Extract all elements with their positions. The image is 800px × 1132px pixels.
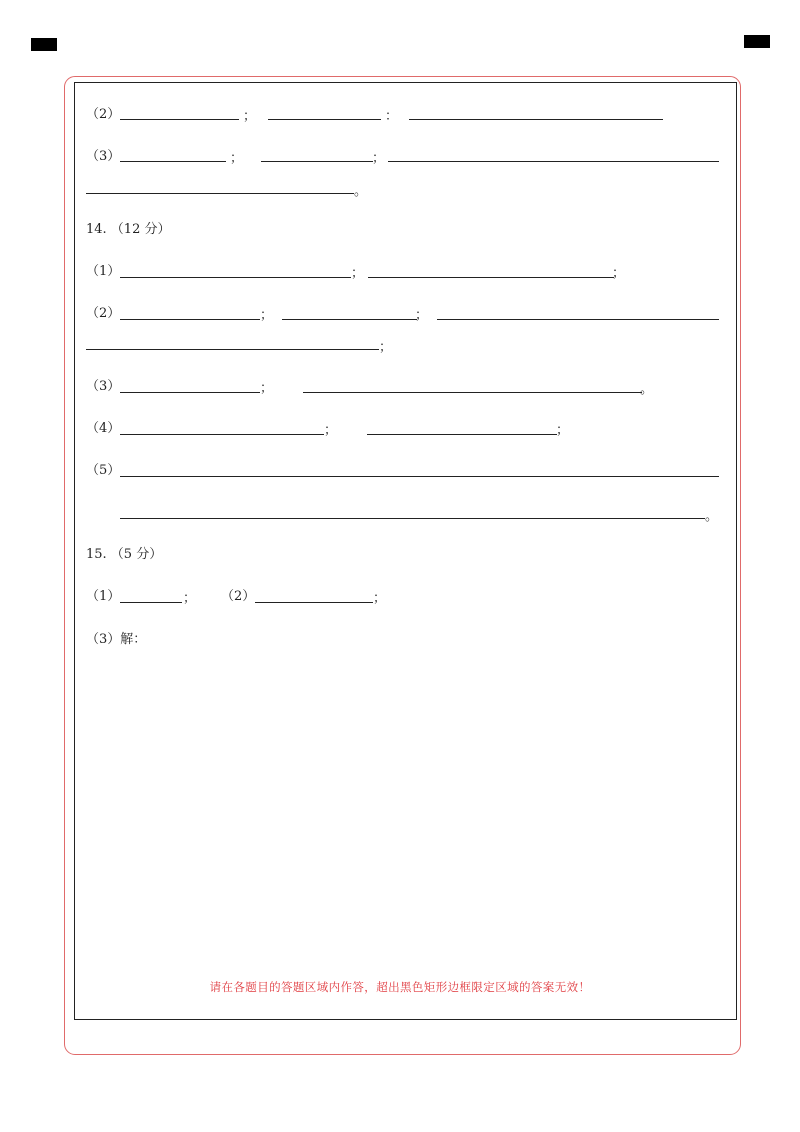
q13-part2-sep-2: ：: [385, 109, 399, 124]
q14-part5-blank-1[interactable]: [120, 476, 719, 477]
q13-part2-blank-2[interactable]: [268, 119, 381, 120]
q13-part3-blank-4[interactable]: [86, 193, 354, 194]
q14-part2-end: ；: [379, 340, 393, 355]
answer-area-notice: 请在各题目的答题区域内作答，超出黑色矩形边框限定区域的答案无效！: [209, 980, 591, 994]
q13-part3-sep-2: ；: [372, 151, 386, 166]
q14-part3-blank-1[interactable]: [120, 392, 260, 393]
q14-part4-blank-1[interactable]: [120, 434, 324, 435]
q14-part2-blank-2[interactable]: [282, 319, 417, 320]
q15-part3-answer-area[interactable]: [86, 655, 719, 965]
q13-part3-blank-2[interactable]: [261, 161, 373, 162]
q14-part3-end: 。: [640, 382, 654, 397]
q14-part1-sep-1: ；: [351, 266, 365, 281]
q14-part1-blank-1[interactable]: [120, 277, 351, 278]
q15-part1-label: （1）: [86, 589, 121, 604]
q14-part1-label: （1）: [86, 264, 121, 279]
q14-heading: 14. （12 分）: [86, 222, 171, 237]
q15-part2-end: ；: [373, 591, 387, 606]
q13-part2-blank-1[interactable]: [120, 119, 239, 120]
q13-part3-label: （3）: [86, 149, 121, 164]
q15-part1-blank[interactable]: [120, 602, 182, 603]
q15-part1-sep: ；: [183, 591, 197, 606]
q14-part1-end: ；: [612, 266, 626, 281]
q14-part1-blank-2[interactable]: [368, 277, 614, 278]
q14-part2-label: （2）: [86, 306, 121, 321]
alignment-marker-right: [744, 35, 770, 48]
q14-part2-sep-1: ；: [260, 308, 274, 323]
q14-part2-blank-1[interactable]: [120, 319, 260, 320]
q13-part2-sep-1: ；: [243, 109, 257, 124]
q15-part2-blank[interactable]: [255, 602, 373, 603]
q13-part3-blank-1[interactable]: [120, 161, 226, 162]
q15-part3-label: （3）解：: [86, 632, 147, 647]
q13-part2-blank-3[interactable]: [409, 119, 663, 120]
q14-part2-blank-4[interactable]: [86, 349, 379, 350]
q15-heading: 15. （5 分）: [86, 547, 163, 562]
q14-part4-sep-1: ；: [324, 423, 338, 438]
q14-part2-blank-3[interactable]: [437, 319, 719, 320]
q13-part3-blank-3[interactable]: [388, 161, 719, 162]
q14-part3-blank-2[interactable]: [303, 392, 642, 393]
q14-part4-end: ；: [556, 423, 570, 438]
q14-part5-end: 。: [705, 509, 719, 524]
q14-part2-sep-2: ；: [415, 308, 429, 323]
q13-part3-sep-1: ；: [230, 151, 244, 166]
q13-part3-end: 。: [354, 184, 368, 199]
q14-part5-label: （5）: [86, 463, 121, 478]
q14-part3-label: （3）: [86, 379, 121, 394]
alignment-marker-left: [31, 38, 57, 51]
q14-part4-blank-2[interactable]: [367, 434, 557, 435]
q14-part4-label: （4）: [86, 421, 121, 436]
q14-part3-sep-1: ；: [260, 381, 274, 396]
q14-part5-blank-2[interactable]: [120, 518, 705, 519]
q13-part2-label: （2）: [86, 107, 121, 122]
q15-part2-label: （2）: [221, 589, 256, 604]
